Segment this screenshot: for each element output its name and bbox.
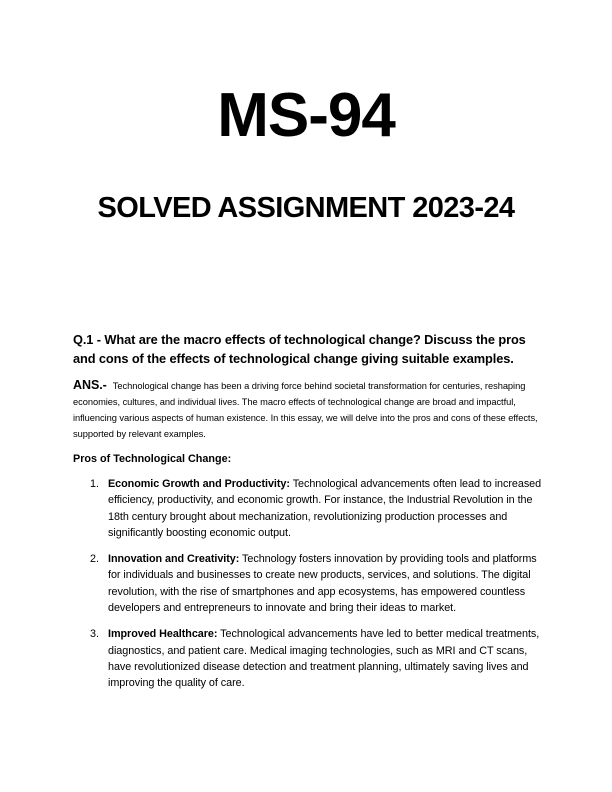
list-item-term: Innovation and Creativity: <box>108 553 240 566</box>
list-item <box>73 626 551 691</box>
list-item-term: Improved Healthcare: <box>108 628 218 641</box>
assignment-subtitle: SOLVED ASSIGNMENT 2023-24 <box>97 192 515 224</box>
list-item <box>73 476 551 541</box>
course-code-title: MS-94 <box>217 81 395 150</box>
pros-list <box>73 476 551 692</box>
list-item-number: 1. <box>90 478 99 490</box>
list-item-text: Technological advancements often lead to increased efficiency, productivity, and economic growth. For instance, the Industrial Revolution in the 18th century brought about mechanization, revolutionizing production processes and significantly boosting economic output. <box>108 478 542 539</box>
list-item <box>73 551 551 616</box>
answer-intro-text: Technological change has been a driving force behind societal transformation for centuries, reshaping economies, cultures, and individual lives. The macro effects of technological change are broad and impactful, influencing various aspects of human existence. In this essay, we will delve into the pros and cons of these effects, supported by relevant examples. <box>73 381 538 439</box>
answer-paragraph <box>73 377 551 442</box>
list-item-term: Economic Growth and Productivity: <box>108 478 290 490</box>
pros-heading: Pros of Technological Change: <box>73 453 232 465</box>
answer-label: ANS.- <box>73 378 107 392</box>
document-body <box>73 330 551 702</box>
question-text: Q.1 - What are the macro effects of technological change? Discuss the pros and cons of the effects of technological change giving suitable examples. <box>73 332 526 366</box>
list-item-number: 2. <box>90 553 99 566</box>
list-item-text: Technological advancements have led to better medical treatments, diagnostics, and patient care. Medical imaging technologies, such as MRI and CT scans, have revolutionized disease detection and treatment planning, ultimately saving lives and improving the quality of care. <box>108 628 540 690</box>
list-item-number: 3. <box>90 628 99 641</box>
list-item-text: Technology fosters innovation by providing tools and platforms for individuals and businesses to create new products, services, and solutions. The digital revolution, with the rise of smartphones and app ecosystems, has empowered countless developers and entrepreneurs to innovate and bring their ideas to market. <box>108 553 537 615</box>
